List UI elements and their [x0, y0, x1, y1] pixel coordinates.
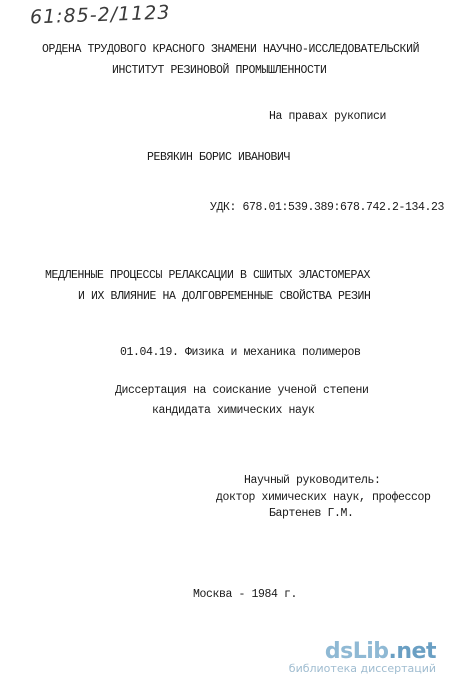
supervisor-name: Бартенев Г.М.	[269, 507, 354, 520]
institution-line-2: ИНСТИТУТ РЕЗИНОВОЙ ПРОМЫШЛЕННОСТИ	[112, 64, 327, 77]
udk-code: УДК: 678.01:539.389:678.742.2-134.23	[210, 201, 445, 214]
author-name: РЕВЯКИН БОРИС ИВАНОВИЧ	[147, 151, 291, 164]
dissertation-line-1: Диссертация на соискание ученой степени	[115, 384, 369, 397]
dslib-watermark	[289, 639, 436, 675]
place-and-year: Москва - 1984 г.	[193, 588, 298, 601]
supervisor-degree: доктор химических наук, профессор	[216, 491, 431, 504]
dissertation-line-2: кандидата химических наук	[152, 404, 315, 417]
supervisor-label: Научный руководитель:	[244, 474, 381, 487]
specialty-code: 01.04.19. Физика и механика полимеров	[120, 346, 361, 359]
thesis-title-line-1: МЕДЛЕННЫЕ ПРОЦЕССЫ РЕЛАКСАЦИИ В СШИТЫХ ЭЛАСТОМЕРАХ	[45, 269, 371, 282]
watermark-logo-tld: .net	[388, 639, 436, 664]
watermark-logo	[289, 639, 436, 664]
thesis-title-line-2: И ИХ ВЛИЯНИЕ НА ДОЛГОВРЕМЕННЫЕ СВОЙСТВА РЕЗИН	[78, 290, 371, 303]
institution-line-1: ОРДЕНА ТРУДОВОГО КРАСНОГО ЗНАМЕНИ НАУЧНО-ИССЛЕДОВАТЕЛЬСКИЙ	[42, 43, 420, 56]
archive-stamp: 61:85-2/1123	[29, 1, 171, 29]
manuscript-rights: На правах рукописи	[269, 110, 387, 123]
watermark-tagline: библиотека диссертаций	[288, 662, 436, 675]
watermark-logo-main: dsLib	[324, 639, 389, 664]
